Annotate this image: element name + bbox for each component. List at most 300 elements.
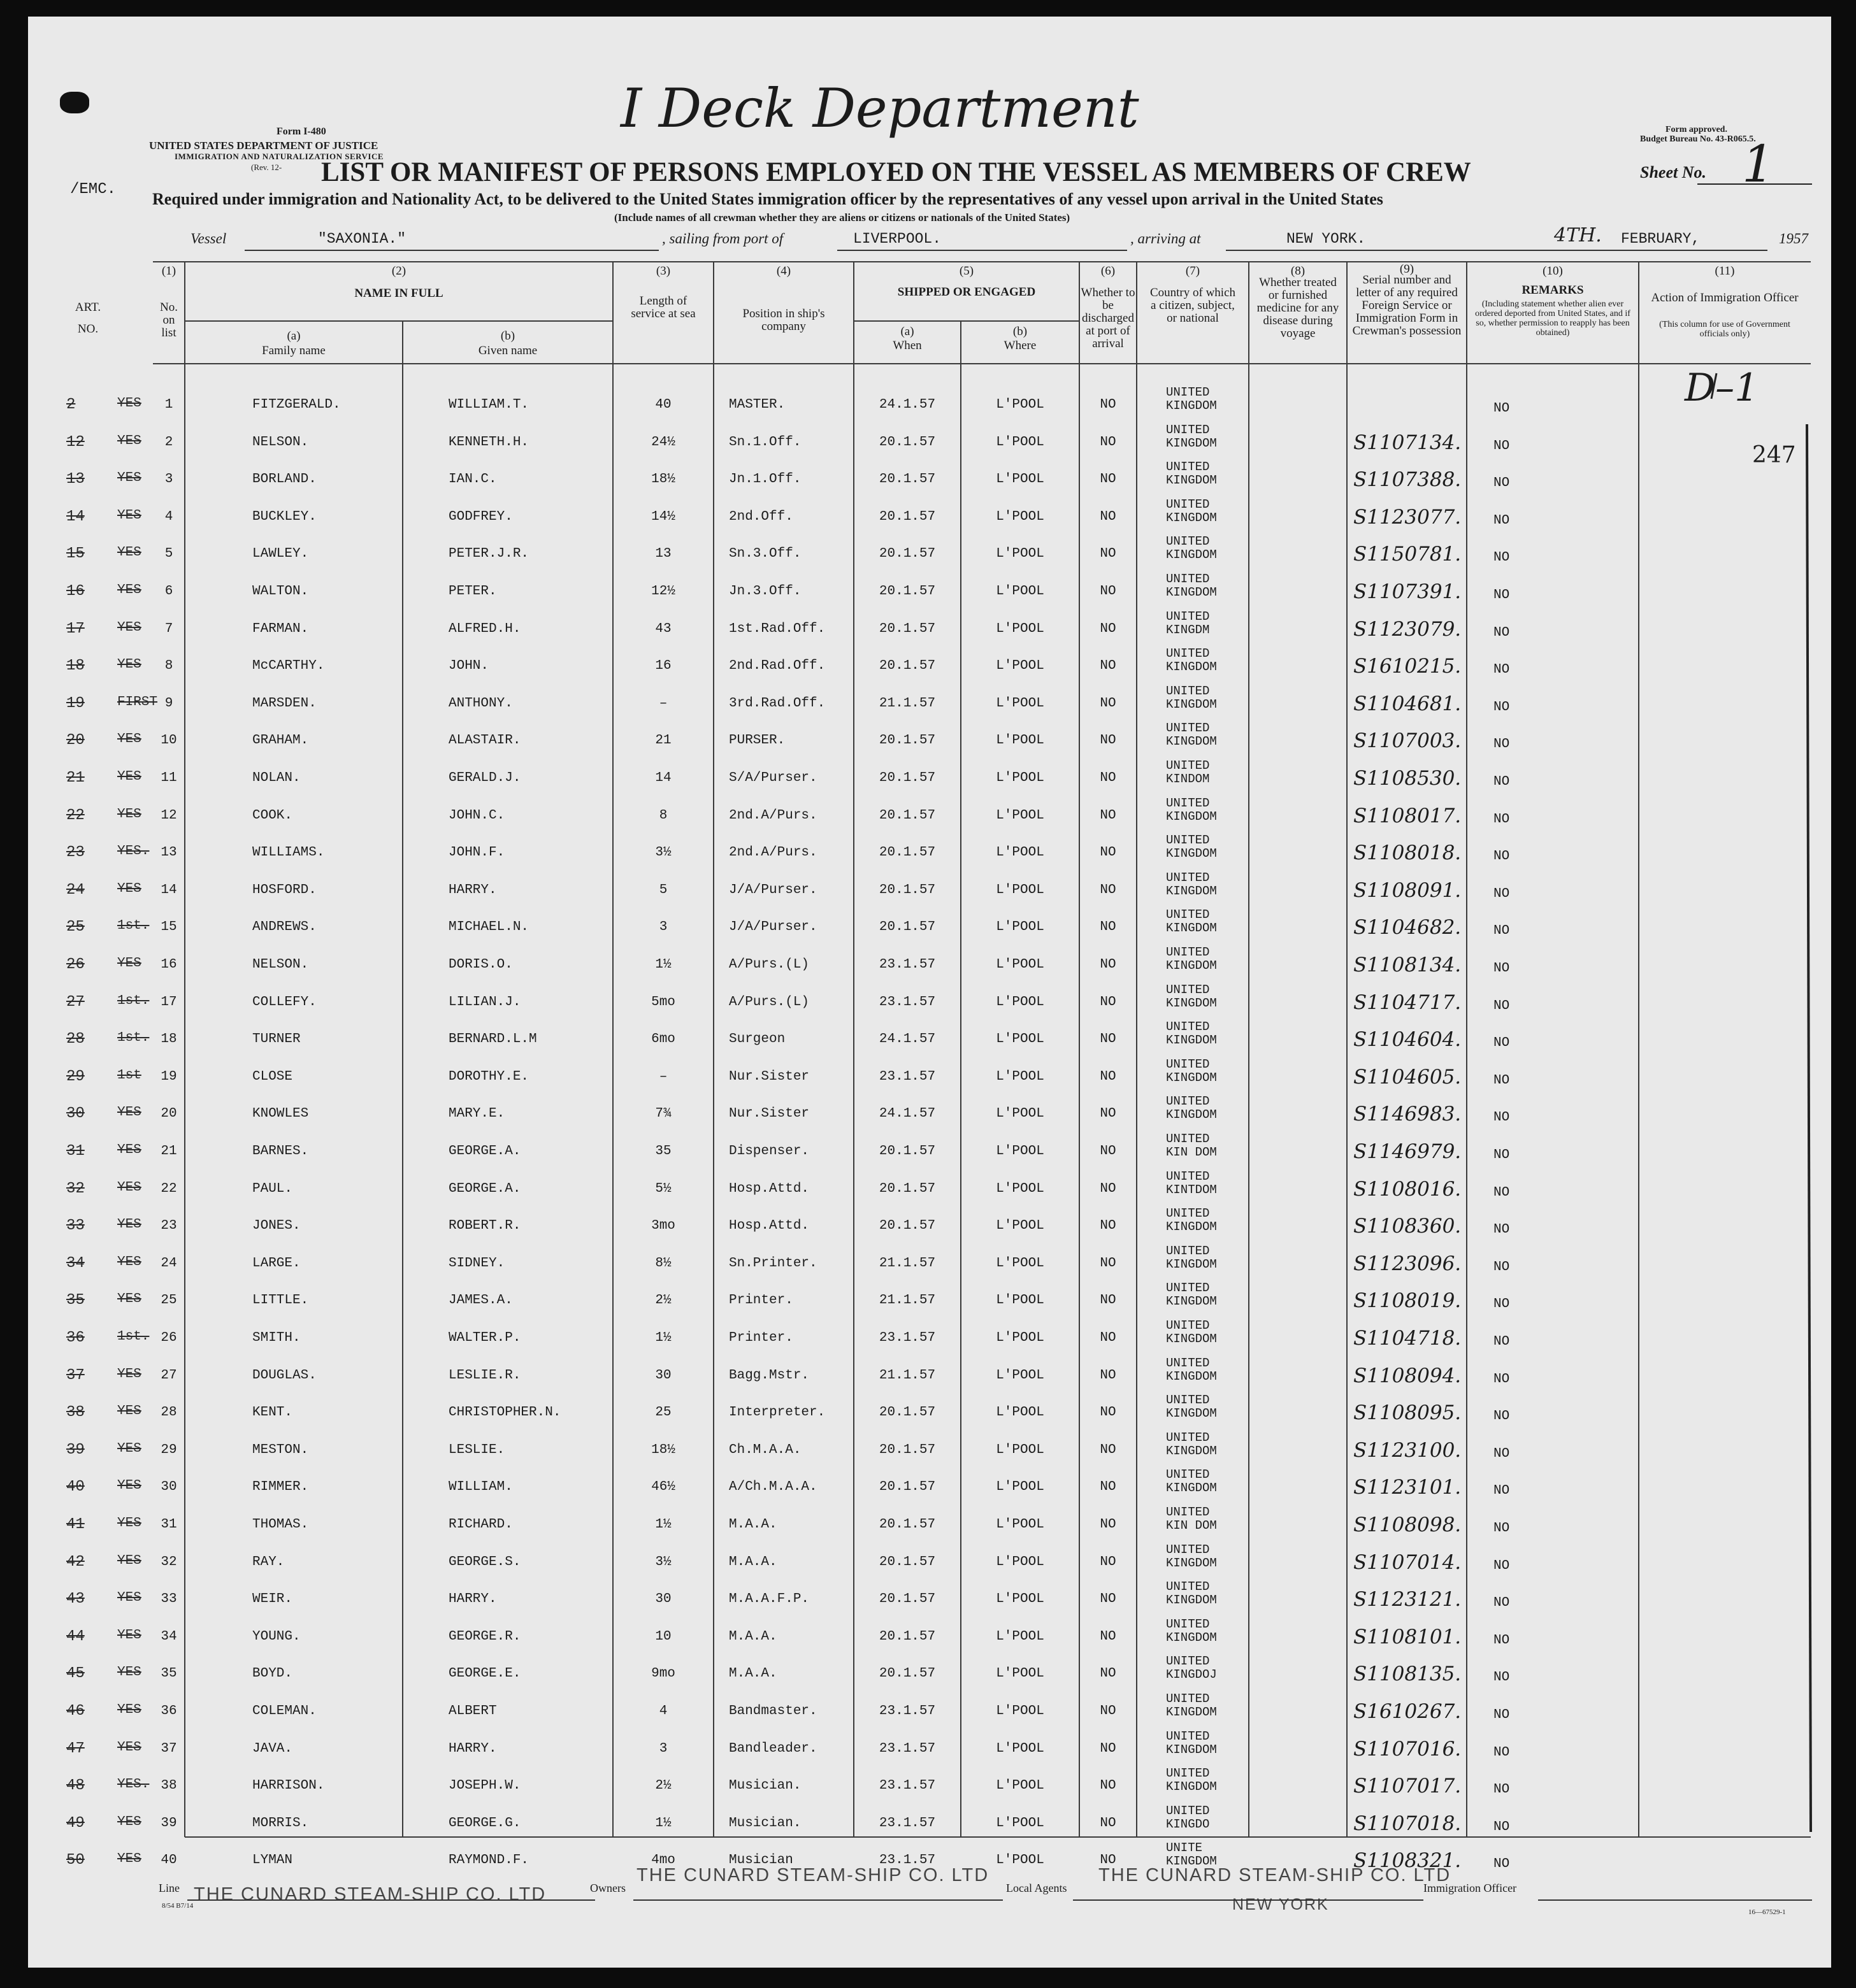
shipped-where: L'POOL [996, 1219, 1044, 1234]
serial-number: S1104605. [1353, 1065, 1462, 1089]
family-name: KENT. [252, 1405, 293, 1420]
list-number: 38 [161, 1778, 177, 1794]
country [1166, 1730, 1217, 1757]
sheet-number: 1 [1742, 134, 1774, 194]
shipped-when: 23.1.57 [879, 1741, 936, 1756]
service-length: 18½ [651, 1442, 675, 1457]
service-length: 3½ [655, 845, 672, 861]
serial-number: S1123101. [1353, 1476, 1462, 1499]
shipped-where: L'POOL [996, 1741, 1044, 1756]
shipped-where: L'POOL [996, 1255, 1044, 1271]
list-number: 31 [161, 1517, 177, 1532]
art-note: YES [117, 1105, 141, 1120]
country-line-1: UNITED [1166, 1132, 1210, 1146]
art-note: 1st. [117, 919, 150, 934]
service-length: 1½ [655, 1331, 672, 1345]
remarks: NO [1493, 998, 1510, 1013]
serial-number: S1108095. [1353, 1401, 1462, 1425]
shipped-where: L'POOL [996, 1517, 1044, 1532]
country-line-1: UNITED [1166, 1692, 1210, 1706]
given-name: DORIS.O. [449, 957, 513, 972]
shipped-when: 21.1.57 [879, 1293, 936, 1308]
country-line-2: KINGDOM [1166, 1630, 1217, 1645]
service-length: 14 [655, 771, 672, 785]
country [1166, 1767, 1217, 1794]
shipped-where: L'POOL [996, 1331, 1044, 1345]
sailing-label: , sailing from port of [662, 231, 784, 247]
art-note: YES [117, 1366, 141, 1382]
art-note: YES [117, 1217, 141, 1233]
list-number: 9 [164, 696, 173, 711]
art-number: 2 [66, 396, 76, 413]
country-line-1: UNITED [1166, 759, 1210, 773]
family-name: JONES. [252, 1219, 301, 1234]
country-line-1: UNITED [1166, 796, 1210, 810]
country-line-2: KINGDOM [1166, 1593, 1217, 1608]
position: Surgeon [729, 1032, 786, 1047]
serial-number: S1108135. [1353, 1663, 1462, 1686]
shipped-where: L'POOL [996, 659, 1044, 674]
col2b-letter: (b) [500, 329, 515, 343]
service-length: 1½ [655, 957, 672, 972]
country-line-2: KIN DOM [1166, 1519, 1217, 1533]
remarks: NO [1493, 513, 1510, 528]
country-line-1: UNITED [1166, 982, 1210, 997]
country-line-1: UNITED [1166, 647, 1210, 661]
col10-header: REMARKS [1521, 283, 1584, 297]
country-line-1: UNITED [1166, 460, 1210, 475]
given-name: HARRY. [449, 882, 497, 897]
position: Nur.Sister [729, 1106, 810, 1122]
table-row [28, 1206, 1831, 1247]
country [1166, 946, 1217, 973]
discharge: NO [1100, 1442, 1116, 1457]
art-number: 21 [66, 769, 85, 787]
col6-header: Whether to be discharged at port of arrival [1081, 286, 1135, 350]
remarks: NO [1493, 886, 1510, 901]
col5b-letter: (b) [1012, 325, 1028, 338]
print-code: 8/54 B7/14 [162, 1902, 194, 1910]
table-row [28, 609, 1831, 650]
form-approved-text: Form approved. [1665, 125, 1727, 134]
list-number: 14 [161, 882, 177, 897]
art-note: YES [117, 1852, 141, 1867]
country-line-2: KINGDO [1166, 1817, 1210, 1831]
given-name: HARRY. [449, 1741, 497, 1756]
col3-number: (3) [656, 264, 671, 278]
col4-number: (4) [776, 264, 791, 278]
art-number: 23 [66, 844, 85, 862]
art-note: YES [117, 1591, 141, 1606]
table-row [28, 1654, 1831, 1695]
family-name: GRAHAM. [252, 733, 309, 748]
country-line-1: UNITED [1166, 1617, 1210, 1631]
country [1166, 1207, 1217, 1234]
position: 1st.Rad.Off. [729, 621, 826, 636]
shipped-when: 23.1.57 [879, 994, 936, 1010]
list-number: 7 [164, 621, 173, 636]
officer-label: Immigration Officer [1423, 1882, 1517, 1894]
service-length: 21 [655, 733, 672, 748]
table-row [28, 683, 1831, 725]
serial-number: S1108101. [1353, 1625, 1462, 1648]
position: Bandleader. [729, 1741, 817, 1756]
position: Hosp.Attd. [729, 1219, 810, 1234]
list-number: 32 [161, 1554, 177, 1570]
discharge: NO [1100, 957, 1116, 972]
country-line-1: UNITED [1166, 1505, 1210, 1519]
shipped-when: 24.1.57 [879, 397, 936, 412]
serial-number: S1107388. [1353, 468, 1462, 492]
service-length: 5½ [655, 1181, 672, 1196]
country [1166, 797, 1217, 824]
art-note: YES [117, 620, 141, 635]
col2-number: (2) [391, 264, 406, 278]
table-row [28, 1803, 1831, 1845]
remarks: NO [1493, 438, 1510, 454]
remarks: NO [1493, 812, 1510, 827]
country-line-2: KINGDOM [1166, 1406, 1217, 1421]
family-name: TURNER [252, 1032, 301, 1047]
shipped-where: L'POOL [996, 1106, 1044, 1122]
family-name: LAWLEY. [252, 547, 309, 562]
country [1166, 1580, 1217, 1607]
given-name: GEORGE.E. [449, 1666, 521, 1682]
shipped-when: 23.1.57 [879, 1704, 936, 1719]
country-line-2: KINGDOM [1166, 921, 1217, 936]
list-number: 16 [161, 957, 177, 972]
list-number: 18 [161, 1032, 177, 1047]
art-number: 22 [66, 806, 85, 824]
shipped-when: 24.1.57 [879, 1032, 936, 1047]
position: Musician. [729, 1815, 802, 1831]
country-line-2: KINDOM [1166, 772, 1210, 786]
officer-underline [1538, 1899, 1812, 1901]
country [1166, 983, 1217, 1010]
given-name: RAYMOND.F. [449, 1853, 529, 1868]
shipped-where: L'POOL [996, 472, 1044, 487]
family-name: HARRISON. [252, 1778, 325, 1794]
shipped-where: L'POOL [996, 1554, 1044, 1570]
country-line-1: UNITED [1166, 1580, 1210, 1594]
shipped-when: 20.1.57 [879, 472, 936, 487]
table-row [28, 908, 1831, 948]
col9-header: Serial number and letter of any required Foreign Service or Immigration Form in Crewman's possession [1352, 273, 1462, 338]
manifest-page [28, 17, 1831, 1968]
country-line-2: KINGDOM [1166, 660, 1217, 675]
art-note: YES [117, 1553, 141, 1568]
discharge: NO [1100, 696, 1116, 711]
agents-label: Local Agents [1006, 1882, 1067, 1894]
given-name: GEORGE.A. [449, 1181, 521, 1196]
remarks: NO [1493, 961, 1510, 976]
position: 3rd.Rad.Off. [729, 696, 826, 711]
family-name: COLEMAN. [252, 1704, 317, 1719]
family-name: NELSON. [252, 957, 309, 972]
remarks: NO [1493, 1259, 1510, 1275]
given-name: MICHAEL.N. [449, 920, 529, 935]
list-number: 17 [161, 994, 177, 1010]
given-name: ALBERT [449, 1704, 497, 1719]
country-line-2: KINGDOM [1166, 548, 1217, 562]
year: 1957 [1779, 231, 1808, 247]
country-line-1: UNITED [1166, 1319, 1210, 1333]
page-title: LIST OR MANIFEST OF PERSONS EMPLOYED ON THE VESSEL AS MEMBERS OF CREW [321, 157, 1471, 187]
col5b-header: Where [1004, 339, 1037, 352]
country-line-1: UNITED [1166, 1281, 1210, 1296]
given-name: GEORGE.R. [449, 1629, 521, 1644]
list-number: 22 [161, 1181, 177, 1196]
shipped-when: 20.1.57 [879, 1554, 936, 1570]
discharge: NO [1100, 1480, 1116, 1495]
remarks: NO [1493, 1521, 1510, 1536]
list-number: 26 [161, 1331, 177, 1345]
country-line-1: UNITED [1166, 572, 1210, 586]
country-line-2: KINGDOM [1166, 1220, 1217, 1234]
remarks: NO [1493, 588, 1510, 603]
agents-underline [1073, 1899, 1423, 1901]
serial-number: S1123077. [1353, 505, 1462, 529]
country-line-1: UNITED [1166, 1393, 1210, 1408]
remarks: NO [1493, 1708, 1510, 1722]
table-row [28, 1393, 1831, 1434]
country [1166, 1805, 1209, 1831]
given-name: LILIAN.J. [449, 994, 521, 1010]
country-line-1: UNITED [1166, 1169, 1210, 1184]
remarks: NO [1493, 1596, 1510, 1611]
remarks: NO [1493, 1148, 1510, 1162]
art-number: 34 [66, 1254, 85, 1272]
discharge: NO [1100, 845, 1116, 861]
art-number: 13 [66, 471, 85, 489]
family-name: SMITH. [252, 1331, 301, 1345]
shipped-where: L'POOL [996, 808, 1044, 823]
serial-number: S1108098. [1353, 1513, 1462, 1536]
country-line-1: UNITED [1166, 497, 1210, 511]
col5-number: (5) [959, 264, 974, 278]
service-length: 8½ [655, 1255, 672, 1271]
country [1166, 685, 1217, 712]
discharge: NO [1100, 1778, 1116, 1794]
country [1166, 1058, 1217, 1085]
country-line-1: UNITED [1166, 945, 1210, 959]
given-name: GODFREY. [449, 509, 513, 524]
serial-number: S1107016. [1353, 1737, 1462, 1761]
shipped-when: 20.1.57 [879, 1405, 936, 1420]
given-name: SIDNEY. [449, 1255, 505, 1271]
shipped-when: 20.1.57 [879, 509, 936, 524]
table-row [28, 1243, 1831, 1285]
country-line-2: KINGDOM [1166, 399, 1217, 413]
position: Interpreter. [729, 1405, 826, 1420]
position: A/Purs.(L) [729, 994, 810, 1010]
country-line-2: KINGDM [1166, 622, 1210, 637]
serial-number: S1104604. [1353, 1028, 1462, 1052]
service-length: 1½ [655, 1815, 672, 1831]
family-name: CLOSE [252, 1069, 293, 1084]
country-line-2: KINGDOM [1166, 1854, 1217, 1869]
discharge: NO [1100, 1405, 1116, 1420]
shipped-where: L'POOL [996, 434, 1044, 450]
discharge: NO [1100, 509, 1116, 524]
serial-number: S1108016. [1353, 1177, 1462, 1201]
serial-number: S1108360. [1353, 1215, 1462, 1238]
art-note: 1st [117, 1068, 141, 1083]
service-length: – [659, 1069, 668, 1084]
discharge: NO [1100, 1704, 1116, 1719]
service-length: 40 [655, 397, 672, 412]
list-number: 39 [161, 1815, 177, 1831]
family-name: KNOWLES [252, 1106, 309, 1122]
shipped-when: 20.1.57 [879, 1144, 936, 1159]
department-name: UNITED STATES DEPARTMENT OF JUSTICE [149, 139, 378, 152]
list-number: 25 [161, 1293, 177, 1308]
art-note: YES [117, 471, 141, 486]
service-length: 25 [655, 1405, 672, 1420]
country [1166, 1319, 1217, 1346]
position: M.A.A. [729, 1629, 777, 1644]
art-note: YES. [117, 844, 150, 859]
art-note: YES [117, 1703, 141, 1717]
art-number: 28 [66, 1031, 85, 1048]
serial-number: S1108017. [1353, 804, 1462, 827]
family-name: LITTLE. [252, 1293, 309, 1308]
country-line-2: KINGDOM [1166, 1481, 1217, 1496]
art-note: YES [117, 1441, 141, 1456]
col5a-header: When [893, 339, 922, 352]
family-name: MESTON. [252, 1442, 309, 1457]
given-name: LESLIE. [449, 1442, 505, 1457]
list-number: 19 [161, 1069, 177, 1084]
country-line-1: UNITED [1166, 1243, 1210, 1258]
given-name: LESLIE.R. [449, 1368, 521, 1383]
country-line-1: UNITED [1166, 1542, 1210, 1557]
serial-number: S1104717. [1353, 990, 1462, 1014]
family-name: BARNES. [252, 1144, 309, 1159]
country [1166, 498, 1217, 525]
service-length: 35 [655, 1144, 672, 1159]
shipped-when: 20.1.57 [879, 1629, 936, 1644]
list-number: 28 [161, 1405, 177, 1420]
country [1166, 573, 1217, 599]
given-name: DOROTHY.E. [449, 1069, 529, 1084]
discharge: NO [1100, 733, 1116, 748]
country-line-1: UNITED [1166, 609, 1210, 624]
gpo-code: 16—67529-1 [1748, 1908, 1786, 1916]
country-line-1: UNITED [1166, 1355, 1210, 1370]
service-length: 30 [655, 1368, 672, 1383]
col11-header: Action of Immigration Officer [1651, 291, 1799, 304]
shipped-where: L'POOL [996, 771, 1044, 785]
discharge: NO [1100, 1517, 1116, 1532]
position: Jn.3.Off. [729, 584, 802, 599]
serial-number: S1108018. [1353, 841, 1462, 865]
serial-number: S1107017. [1353, 1775, 1462, 1798]
shipped-when: 21.1.57 [879, 696, 936, 711]
art-note: FIRST [117, 694, 158, 710]
list-number: 36 [161, 1704, 177, 1719]
serial-number: S1108094. [1353, 1364, 1462, 1387]
sheet-label: Sheet No. [1640, 163, 1706, 182]
table-row [28, 1617, 1831, 1658]
country [1166, 1282, 1217, 1308]
shipped-where: L'POOL [996, 584, 1044, 599]
agents-city: NEW YORK [1232, 1896, 1329, 1913]
country-line-1: UNITED [1166, 1206, 1210, 1221]
given-name: BERNARD.L.M [449, 1032, 537, 1047]
position: MASTER. [729, 397, 786, 412]
family-name: LYMAN [252, 1853, 293, 1868]
art-note: YES [117, 806, 141, 822]
discharge: NO [1100, 434, 1116, 450]
country-line-2: KINGDOM [1166, 1555, 1217, 1570]
shipped-where: L'POOL [996, 1666, 1044, 1682]
art-number: 20 [66, 732, 85, 750]
country-line-1: UNITED [1166, 1020, 1210, 1034]
table-row [28, 1132, 1831, 1173]
discharge: NO [1100, 659, 1116, 674]
list-number: 15 [161, 920, 177, 935]
agents-value: THE CUNARD STEAM-SHIP CO. LTD [1098, 1865, 1451, 1885]
family-name: FITZGERALD. [252, 397, 341, 412]
art-number: 12 [66, 433, 85, 451]
serial-number: S1123079. [1353, 617, 1462, 641]
shipped-when: 23.1.57 [879, 1331, 936, 1345]
family-name: WALTON. [252, 584, 309, 599]
family-name: LARGE. [252, 1255, 301, 1271]
country-line-2: KINGDOM [1166, 809, 1217, 824]
service-length: 43 [655, 621, 672, 636]
col8-number: (8) [1290, 264, 1306, 278]
art-number: 29 [66, 1068, 85, 1085]
shipped-when: 21.1.57 [879, 1255, 936, 1271]
service-length: 6mo [651, 1032, 675, 1047]
art-note: YES [117, 583, 141, 597]
table-row [28, 1692, 1831, 1733]
service-length: 5 [659, 882, 668, 897]
position: Jn.1.Off. [729, 472, 802, 487]
vessel-label: Vessel [191, 231, 227, 247]
art-no-label: ART. NO. [75, 301, 101, 336]
shipped-when: 23.1.57 [879, 1778, 936, 1794]
discharge: NO [1100, 1293, 1116, 1308]
remarks: NO [1493, 1185, 1510, 1200]
country [1166, 1394, 1217, 1420]
country [1166, 1095, 1217, 1122]
remarks: NO [1493, 1558, 1510, 1573]
service-length: 4 [659, 1704, 668, 1719]
family-name: BOYD. [252, 1666, 293, 1682]
shipped-when: 23.1.57 [879, 1815, 936, 1831]
art-note: YES [117, 1516, 141, 1531]
art-number: 30 [66, 1105, 85, 1123]
art-number: 46 [66, 1703, 85, 1720]
country [1166, 535, 1217, 562]
service-length: 24½ [651, 434, 675, 450]
serial-number: S1146983. [1353, 1103, 1462, 1126]
family-name: RAY. [252, 1554, 285, 1570]
list-number: 30 [161, 1480, 177, 1495]
country [1166, 722, 1217, 748]
col11-note: (This column for use of Government officials only) [1659, 320, 1790, 339]
position: 2nd.Off. [729, 509, 793, 524]
col10-note: (Including statement whether alien ever ordered deported from United States, and if so, whether permission to reapply has been obtained) [1475, 299, 1630, 338]
shipped-where: L'POOL [996, 1032, 1044, 1047]
country-line-2: KINGDOM [1166, 1294, 1217, 1309]
remarks: NO [1493, 662, 1510, 678]
sailing-port: LIVERPOOL. [853, 231, 942, 247]
service-length: 14½ [651, 509, 675, 524]
